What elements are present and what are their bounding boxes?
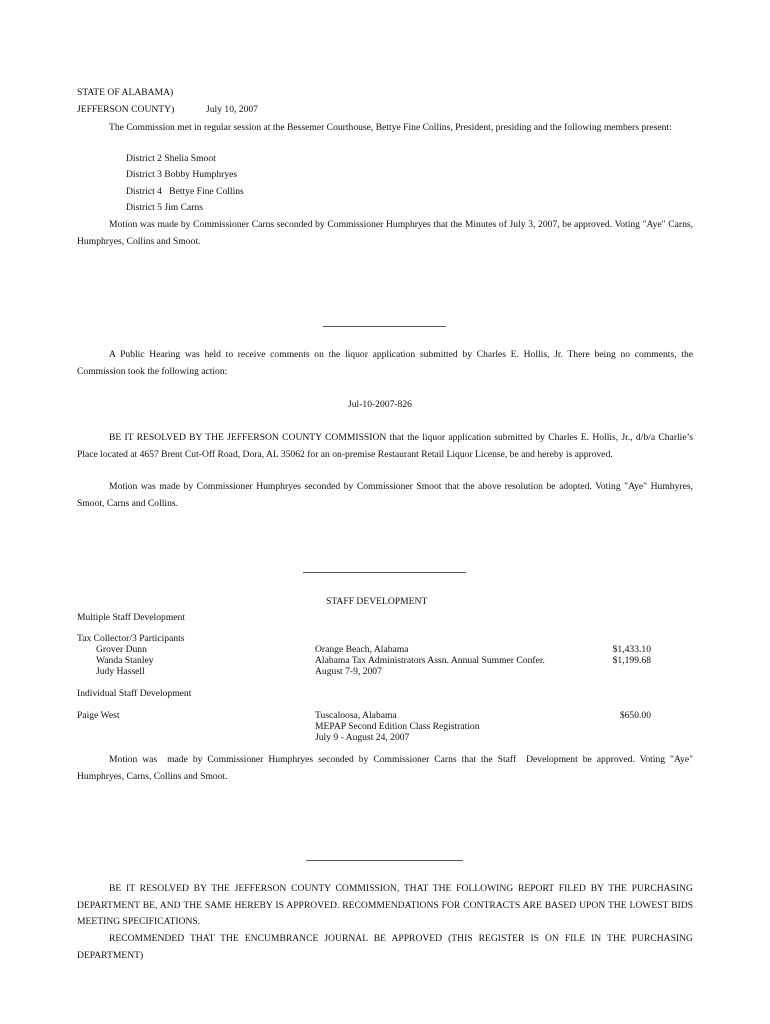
participant-name: Grover Dunn (96, 644, 147, 655)
member-district-5: District 5 Jim Carns (126, 202, 204, 213)
staff-motion: Motion was made by Commissioner Humphryes seconded by Commissioner Carns that the Staff Development be approved. Voting "Aye" Humphryes, Carns, Collins and Smoot. (77, 754, 696, 782)
session-paragraph: The Commission met in regular session at the Bessemer Courthouse, Bettye Fine Collins, President, presiding and the following members present: (109, 122, 672, 133)
event-location: Orange Beach, Alabama (315, 644, 409, 655)
hearing-paragraph: A Public Hearing was held to receive comments on the liquor application submitted by Charles E. Hollis, Jr. There being no comments, the Commission took the following action: (77, 349, 693, 377)
section-divider (306, 860, 463, 861)
purchasing-paragraph: BE IT RESOLVED BY THE JEFFERSON COUNTY COMMISSION, THAT THE FOLLOWING REPORT FILED BY THE PURCHASING DEPARTMENT BE, AND THE SAME HEREBY IS APPROVED. RECOMMENDATIONS FOR CONTRACTS ARE BASED UPON THE LOWEST BIDS MEETING SPECIFICATIONS. (77, 883, 693, 927)
section-divider (323, 326, 446, 327)
participant-name: Wanda Stanley (96, 655, 154, 666)
section-divider (303, 572, 466, 573)
member-district-3: District 3 Bobby Humphryes (126, 169, 238, 180)
event-dates: August 7-9, 2007 (315, 666, 382, 677)
staff-development-heading: STAFF DEVELOPMENT (326, 596, 428, 607)
individual-staff-label: Individual Staff Development (77, 688, 192, 699)
participant-name: Paige West (77, 710, 120, 721)
meeting-date: July 10, 2007 (206, 104, 258, 115)
event-name: MEPAP Second Edition Class Registration (315, 721, 480, 732)
tax-collector-label: Tax Collector/3 Participants (77, 633, 185, 644)
minutes-motion: Motion was made by Commissioner Carns seconded by Commissioner Humphryes that the Minutes of July 3, 2007, be approved. Voting "Aye" Carns, Humphryes, Collins and Smoot. (77, 219, 693, 247)
event-location: Tuscaloosa, Alabama (315, 710, 397, 721)
event-dates: July 9 - August 24, 2007 (315, 732, 410, 743)
resolution-paragraph: BE IT RESOLVED BY THE JEFFERSON COUNTY COMMISSION that the liquor application submitted by Charles E. Hollis, Jr., d/b/a Charlie’s Place located at 4657 Brent Cut-Off Road, Dora, AL 35062 for an on-premise Restaurant Retail Liquor License, be and hereby is approved. (77, 432, 693, 460)
amount: $1,433.10 (612, 644, 651, 655)
amount: $1,199.68 (612, 655, 651, 666)
county-caption: JEFFERSON COUNTY) (77, 104, 175, 115)
multiple-staff-label: Multiple Staff Development (77, 612, 185, 623)
member-district-4: District 4 Bettye Fine Collins (126, 186, 244, 197)
member-district-2: District 2 Shelia Smoot (126, 153, 216, 164)
participant-name: Judy Hassell (96, 666, 145, 677)
resolution-number: Jul-10-2007-826 (348, 399, 412, 410)
amount: $650.00 (619, 710, 651, 721)
resolution-motion: Motion was made by Commissioner Humphryes seconded by Commissioner Smoot that the above resolution be adopted. Voting "Aye" Humhyres, Smoot, Carns and Collins. (77, 481, 693, 509)
event-name: Alabama Tax Administrators Assn. Annual Summer Confer. (315, 655, 545, 666)
state-caption: STATE OF ALABAMA) (77, 87, 174, 98)
encumbrance-paragraph: RECOMMENDED THAT THE ENCUMBRANCE JOURNAL BE APPROVED (THIS REGISTER IS ON FILE IN THE PURCHASING DEPARTMENT) (77, 933, 693, 961)
